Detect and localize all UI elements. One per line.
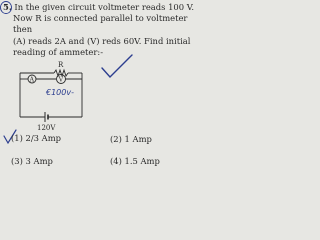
ammeter-label: A	[29, 76, 34, 84]
check-mark-icon	[102, 55, 132, 77]
question-line-4: reading of ammeter:-	[13, 46, 104, 57]
resistor-symbol	[54, 70, 68, 76]
circuit-diagram	[0, 0, 200, 170]
question-line-1-text: In the given circuit voltmeter reads 100 V.	[14, 2, 194, 12]
option-2: (2) 1 Amp	[110, 134, 152, 144]
option-4: (4) 1.5 Amp	[110, 156, 160, 166]
question-number: 5.	[3, 2, 12, 12]
voltmeter-label: V	[58, 76, 64, 84]
question-line-2: Now R is connected parallel to voltmeter then	[13, 13, 188, 35]
handwritten-note: €100v-	[46, 88, 74, 97]
option-1: (1) 2/3 Amp	[11, 133, 62, 143]
question-number-circle	[1, 2, 12, 14]
question-line-3: (A) reads 2A and (V) reds 60V. Find initial	[13, 35, 191, 46]
source-voltage-label: 120V	[37, 124, 56, 132]
resistor-label: R	[58, 61, 64, 69]
option-3: (3) 3 Amp	[11, 156, 53, 166]
